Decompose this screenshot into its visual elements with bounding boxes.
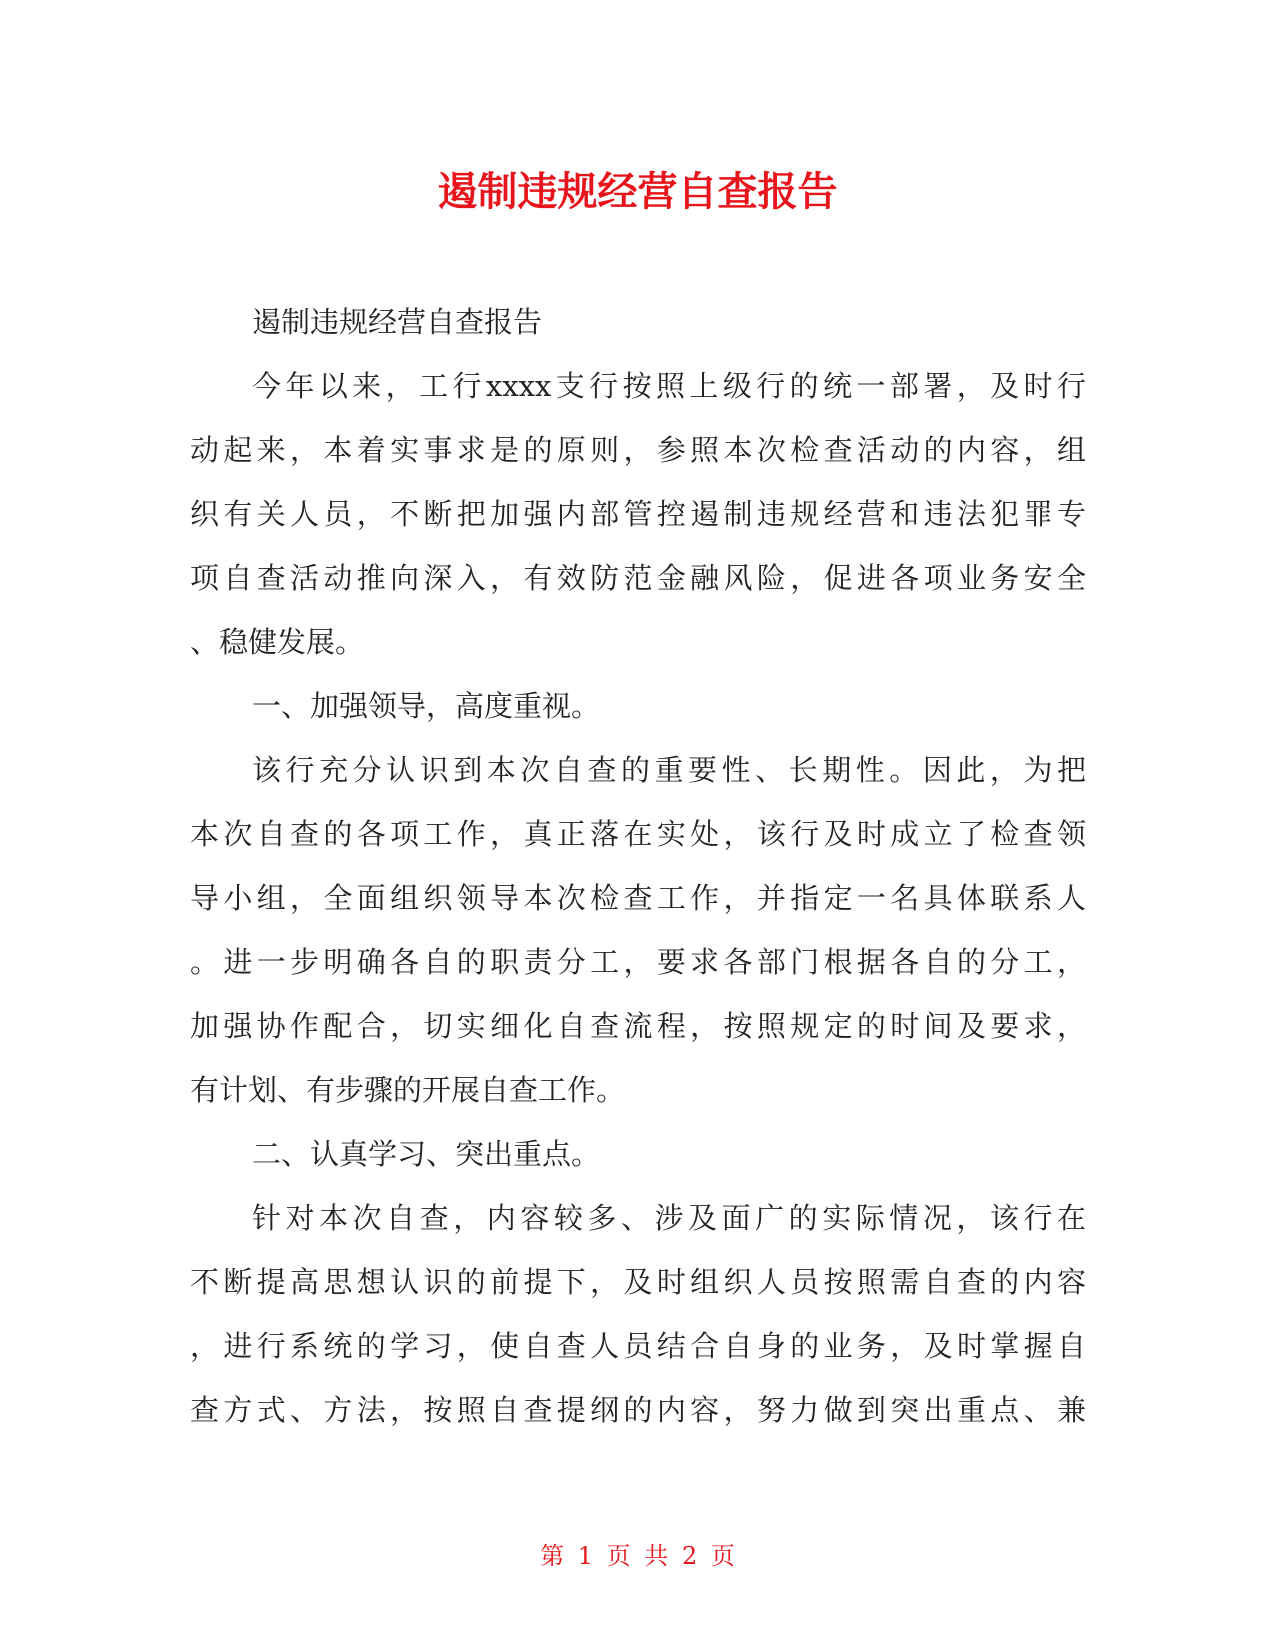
body-line: 项自查活动推向深入，有效防范金融风险，促进各项业务安全 (190, 561, 1086, 595)
body-line: 查方式、方法，按照自查提纲的内容，努力做到突出重点、兼 (190, 1393, 1086, 1427)
body-line: 、稳健发展。 (190, 625, 365, 659)
body-line: ，进行系统的学习，使自查人员结合自身的业务，及时掌握自 (190, 1329, 1086, 1363)
body-line: 导小组，全面组织领导本次检查工作，并指定一名具体联系人 (190, 881, 1086, 915)
body-line: 有计划、有步骤的开展自查工作。 (190, 1073, 626, 1107)
document-title: 遏制违规经营自查报告 (437, 169, 838, 215)
body-line: 今年以来，工行xxxx支行按照上级行的统一部署，及时行 (252, 369, 1086, 403)
body-line: 加强协作配合，切实细化自查流程，按照规定的时间及要求， (190, 1009, 1086, 1043)
document-body (190, 290, 1086, 1442)
body-line: 遏制违规经营自查报告 (252, 305, 543, 339)
body-line: 。进一步明确各自的职责分工，要求各部门根据各自的分工， (190, 945, 1086, 979)
body-line: 该行充分认识到本次自查的重要性、长期性。因此，为把 (252, 753, 1086, 787)
page-footer: 第 1 页 共 2 页 (540, 1542, 735, 1570)
body-line: 织有关人员，不断把加强内部管控遏制违规经营和违法犯罪专 (190, 497, 1086, 531)
section-heading: 一、加强领导，高度重视。 (252, 689, 601, 723)
section-heading: 二、认真学习、突出重点。 (252, 1137, 601, 1171)
body-line: 针对本次自查，内容较多、涉及面广的实际情况，该行在 (252, 1201, 1086, 1235)
body-line: 不断提高思想认识的前提下，及时组织人员按照需自查的内容 (190, 1265, 1086, 1299)
body-line: 动起来，本着实事求是的原则，参照本次检查活动的内容，组 (190, 433, 1086, 467)
body-line: 本次自查的各项工作，真正落在实处，该行及时成立了检查领 (190, 817, 1086, 851)
